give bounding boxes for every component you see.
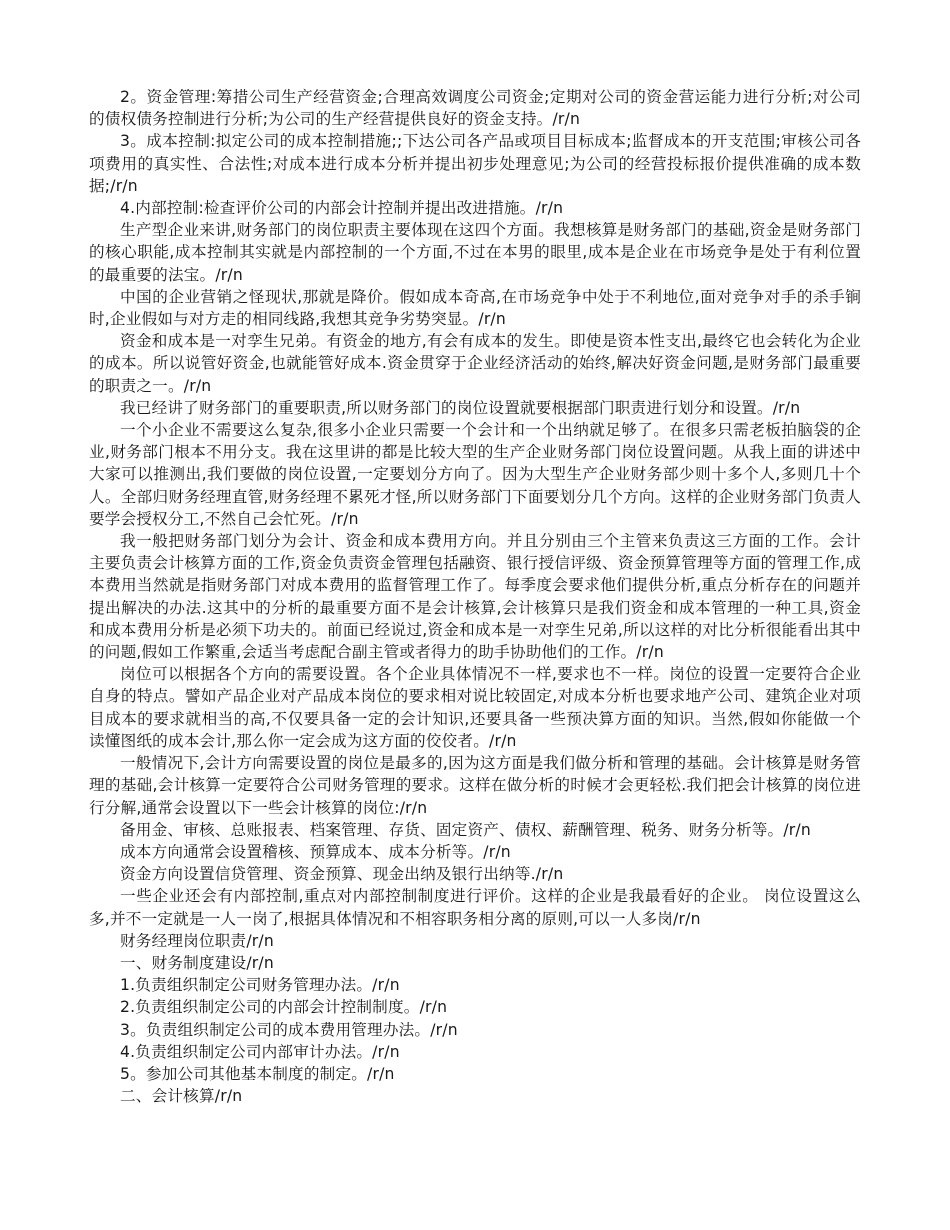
paragraph: 我一般把财务部门划分为会计、资金和成本费用方向。并且分别由三个主管来负责这三方面的工作。会计主要负责会计核算方面的工作,资金负责资金管理包括融资、银行授信评级、资金预算管理等方面的管理工作,成本费用当然就是指财务部门对成本费用的监督管理工作了。每季度会要求他们提供分析,重点分析存在的问题并提出解决的办法.这其中的分析的最重要方面不是会计核算,会计核算只是我们资金和成本管理的一种工具,资金和成本费用分析是必须下功夫的。前面已经说过,资金和成本是一对孪生兄弟,所以这样的对比分析很能看出其中的问题,假如工作繁重,会适当考虑配合副主管或者得力的助手协助他们的工作。/r/n <box>89 532 861 662</box>
list-item: 3。负责组织制定公司的成本费用管理办法。/r/n <box>120 1020 458 1039</box>
list-item: 4.负责组织制定公司内部审计办法。/r/n <box>120 1042 400 1061</box>
paragraph: 资金和成本是一对孪生兄弟。有资金的地方,有会有成本的发生。即使是资本性支出,最终它也会转化为企业的成本。所以说管好资金,也就能管好成本.资金贯穿于企业经济活动的始终,解决好资金问题,是财务部门最重要的职责之一。/r/n <box>89 332 861 395</box>
document-body <box>89 86 861 1107</box>
paragraph: 2。资金管理:筹措公司生产经营资金;合理高效调度公司资金;定期对公司的资金营运能力进行分析;对公司的债权债务控制进行分析;为公司的生产经营提供良好的资金支持。/r/n <box>89 88 861 129</box>
paragraph: 备用金、审核、总账报表、档案管理、存货、固定资产、债权、薪酬管理、税务、财务分析等。/r/n <box>120 820 811 839</box>
paragraph: 生产型企业来讲,财务部门的岗位职责主要体现在这四个方面。我想核算是财务部门的基础,资金是财务部门的核心职能,成本控制其实就是内部控制的一个方面,不过在本男的眼里,成本是企业在市场竞争是处于有利位置的最重要的法宝。/r/n <box>89 221 861 284</box>
paragraph: 一般情况下,会计方向需要设置的岗位是最多的,因为这方面是我们做分析和管理的基础。会计核算是财务管理的基础,会计核算一定要符合公司财务管理的要求。这样在做分析的时候才会更轻松.我们把会计核算的岗位进行分解,通常会设置以下一些会计核算的岗位:/r/n <box>89 754 861 817</box>
paragraph: 成本方向通常会设置稽核、预算成本、成本分析等。/r/n <box>120 842 511 861</box>
paragraph: 4.内部控制:检查评价公司的内部会计控制并提出改进措施。/r/n <box>120 199 564 218</box>
list-item: 5。参加公司其他基本制度的制定。/r/n <box>120 1064 395 1083</box>
section-heading: 二、会计核算/r/n <box>120 1087 243 1106</box>
paragraph: 岗位可以根据各个方向的需要设置。各个企业具体情况不一样,要求也不一样。岗位的设置一定要符合企业自身的特点。譬如产品企业对产品成本岗位的要求相对说比较固定,对成本分析也要求地产公司、建筑企业对项目成本的要求就相当的高,不仅要具备一定的会计知识,还要具备一些预决算方面的知识。当然,假如你能做一个读懂图纸的成本会计,那么你一定会成为这方面的佼佼者。/r/n <box>89 665 861 750</box>
section-heading: 一、财务制度建设/r/n <box>120 953 274 972</box>
paragraph: 中国的企业营销之怪现状,那就是降价。假如成本奇高,在市场竞争中处于不利地位,面对竞争对手的杀手锏时,企业假如与对方走的相同线路,我想其竞争劣势突显。/r/n <box>89 287 861 329</box>
paragraph: 我已经讲了财务部门的重要职责,所以财务部门的岗位设置就要根据部门职责进行划分和设置。/r/n <box>120 398 801 417</box>
section-heading: 财务经理岗位职责/r/n <box>120 931 274 950</box>
paragraph: 一些企业还会有内部控制,重点对内部控制制度进行评价。这样的企业是我最看好的企业。 岗位设置这么多,并不一定就是一人一岗了,根据具体情况和不相容职务相分离的原则,可以一人多岗/r/n <box>89 887 861 928</box>
paragraph: 资金方向设置信贷管理、资金预算、现金出纳及银行出纳等./r/n <box>120 865 564 884</box>
paragraph: 3。成本控制:拟定公司的成本控制措施;;下达公司各产品或项目目标成本;监督成本的开支范围;审核公司各项费用的真实性、合法性;对成本进行成本分析并提出初步处理意见;为公司的经营投标报价提供准确的成本数据;/r/n <box>89 132 861 195</box>
paragraph: 一个小企业不需要这么复杂,很多小企业只需要一个会计和一个出纳就足够了。在很多只需老板拍脑袋的企业,财务部门根本不用分支。我在这里讲的都是比较大型的生产企业财务部门岗位设置问题。从我上面的讲述中大家可以推测出,我们要做的岗位设置,一定要划分方向了。因为大型生产企业财务部少则十多个人,多则几十个人。全部归财务经理直管,财务经理不累死才怪,所以财务部门下面要划分几个方向。这样的企业财务部门负责人要学会授权分工,不然自己会忙死。/r/n <box>89 421 861 528</box>
list-item: 2.负责组织制定公司的内部会计控制制度。/r/n <box>120 998 448 1017</box>
list-item: 1.负责组织制定公司财务管理办法。/r/n <box>120 976 400 995</box>
